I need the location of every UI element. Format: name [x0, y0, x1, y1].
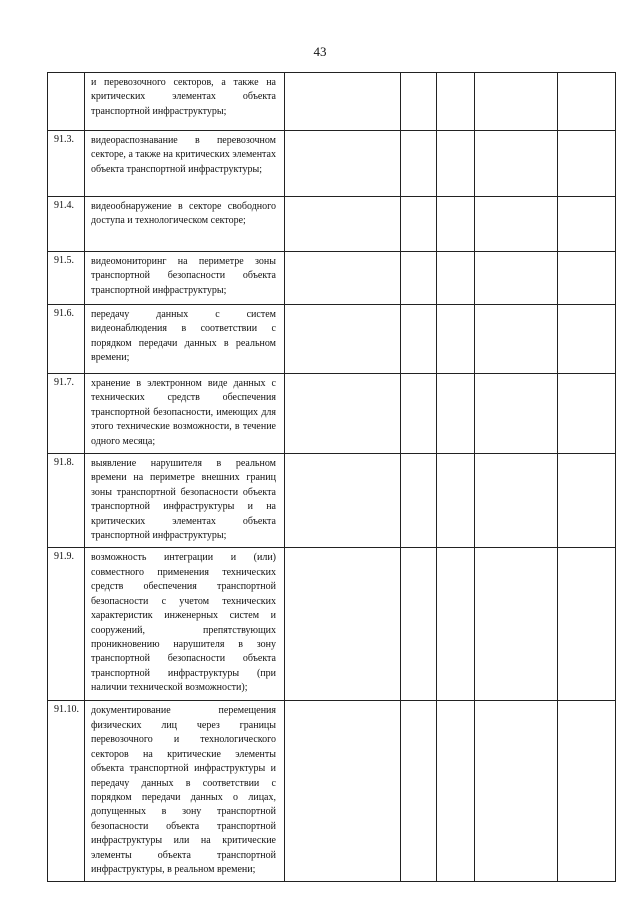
empty-cell	[285, 374, 401, 454]
item-number: 91.7.	[48, 374, 85, 454]
empty-cell	[437, 374, 475, 454]
item-description: хранение в электронном виде данных с технических средств обеспечения транспортной безопасности, имеющих для этого технические возможности, в течение одного месяца;	[85, 374, 285, 454]
item-number	[48, 73, 85, 131]
empty-cell	[437, 454, 475, 548]
empty-cell	[437, 197, 475, 252]
table-row	[48, 454, 616, 548]
empty-cell	[475, 73, 558, 131]
table-row	[48, 374, 616, 454]
empty-cell	[558, 374, 616, 454]
empty-cell	[401, 197, 437, 252]
empty-cell	[558, 73, 616, 131]
table-row	[48, 197, 616, 252]
empty-cell	[401, 73, 437, 131]
requirements-table	[47, 72, 616, 882]
empty-cell	[437, 701, 475, 882]
empty-cell	[401, 454, 437, 548]
table-row	[48, 305, 616, 374]
empty-cell	[558, 197, 616, 252]
item-description: выявление нарушителя в реальном времени на периметре внешних границ зоны транспортной безопасности объекта транспортной инфраструктуры и на критических элементах объекта транспортной инфраструктуры;	[85, 454, 285, 548]
empty-cell	[401, 374, 437, 454]
empty-cell	[285, 131, 401, 197]
table-row	[48, 548, 616, 701]
empty-cell	[475, 548, 558, 701]
page-number: 43	[313, 44, 327, 59]
empty-cell	[558, 548, 616, 701]
item-description: видеораспознавание в перевозочном секторе, а также на критических элементах объекта транспортной инфраструктуры;	[85, 131, 285, 197]
item-number: 91.5.	[48, 252, 85, 305]
item-number: 91.10.	[48, 701, 85, 882]
empty-cell	[285, 701, 401, 882]
empty-cell	[475, 701, 558, 882]
empty-cell	[437, 305, 475, 374]
empty-cell	[475, 131, 558, 197]
item-number: 91.3.	[48, 131, 85, 197]
empty-cell	[475, 305, 558, 374]
empty-cell	[558, 454, 616, 548]
empty-cell	[401, 131, 437, 197]
item-number: 91.6.	[48, 305, 85, 374]
empty-cell	[285, 73, 401, 131]
table-row	[48, 73, 616, 131]
item-description: видеообнаружение в секторе свободного доступа и технологическом секторе;	[85, 197, 285, 252]
item-description: и перевозочного секторов, а также на критических элементах объекта транспортной инфраструктуры;	[85, 73, 285, 131]
empty-cell	[401, 548, 437, 701]
empty-cell	[401, 305, 437, 374]
empty-cell	[475, 374, 558, 454]
item-number: 91.4.	[48, 197, 85, 252]
item-description: видеомониторинг на периметре зоны транспортной безопасности объекта транспортной инфраструктуры;	[85, 252, 285, 305]
empty-cell	[401, 252, 437, 305]
empty-cell	[558, 701, 616, 882]
empty-cell	[285, 252, 401, 305]
item-description: документирование перемещения физических лиц через границы перевозочного и технологического секторов на критические элементы объекта транспортной инфраструктуры и передачу данных в соответствии с порядком передачи данных о лицах, допущенных в зону транспортной безопасности объекта транспортной инфраструктуры или на критические элементы объекта транспортной инфраструктуры, в реальном времени;	[85, 701, 285, 882]
item-number: 91.8.	[48, 454, 85, 548]
empty-cell	[437, 252, 475, 305]
empty-cell	[437, 131, 475, 197]
table-row	[48, 252, 616, 305]
empty-cell	[558, 131, 616, 197]
empty-cell	[285, 197, 401, 252]
empty-cell	[558, 305, 616, 374]
empty-cell	[437, 548, 475, 701]
empty-cell	[475, 252, 558, 305]
table-row	[48, 701, 616, 882]
item-description: передачу данных с систем видеонаблюдения в соответствии с порядком передачи данных в реальном времени;	[85, 305, 285, 374]
empty-cell	[401, 701, 437, 882]
empty-cell	[558, 252, 616, 305]
item-number: 91.9.	[48, 548, 85, 701]
empty-cell	[475, 454, 558, 548]
empty-cell	[285, 548, 401, 701]
empty-cell	[285, 454, 401, 548]
table-row	[48, 131, 616, 197]
empty-cell	[285, 305, 401, 374]
empty-cell	[437, 73, 475, 131]
item-description: возможность интеграции и (или) совместного применения технических средств обеспечения транспортной безопасности с учетом технических характеристик инженерных систем и сооружений, препятствующих проникновению нарушителя в зону транспортной безопасности объекта транспортной инфраструктуры (при наличии технической возможности);	[85, 548, 285, 701]
empty-cell	[475, 197, 558, 252]
